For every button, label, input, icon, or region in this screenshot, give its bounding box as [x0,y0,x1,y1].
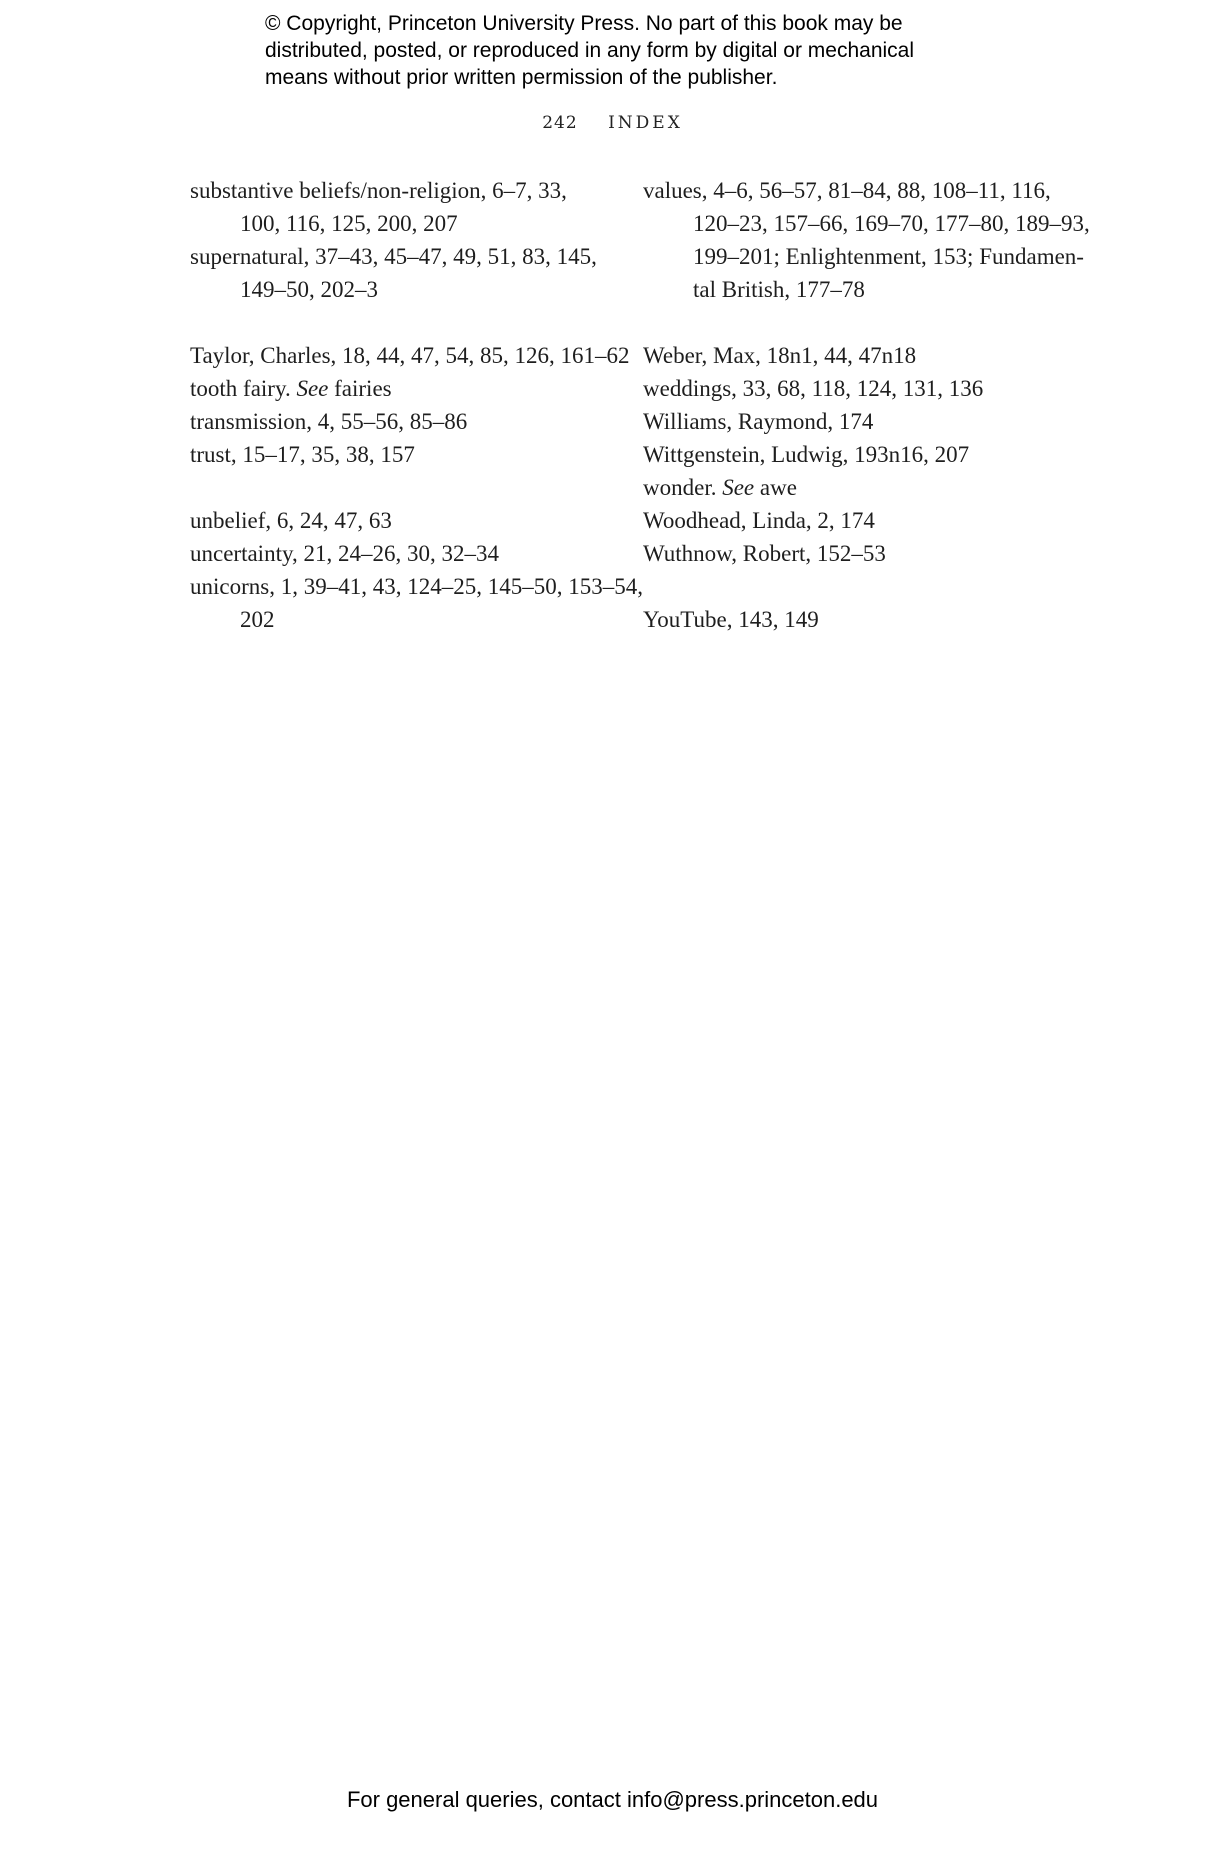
index-column-right [643,174,1090,669]
index-entry-wonder [643,471,1083,504]
index-entry-values [643,174,1090,306]
running-head [0,113,1225,133]
index-entry-wuthnow: Wuthnow, Robert, 152–53 [643,541,886,566]
index-entry-trust: trust, 15–17, 35, 38, 157 [190,442,415,467]
entry-line-continued: 199–201; Enlightenment, 153; Fundamen- [693,244,1084,269]
index-entry-weddings: weddings, 33, 68, 118, 124, 131, 136 [643,376,984,401]
index-group-t [190,339,630,471]
index-entry-unbelief: unbelief, 6, 24, 47, 63 [190,508,392,533]
index-column-left [190,174,643,669]
see-reference-label: See [296,376,329,401]
entry-line-continued: 149–50, 202–3 [240,277,378,302]
entry-term: wonder. [643,475,717,500]
index-entry-woodhead: Woodhead, Linda, 2, 174 [643,508,875,533]
entry-line: unicorns, 1, 39–41, 43, 124–25, 145–50, 153–54, [190,574,643,599]
section-title: INDEX [608,113,683,133]
index-entry-substantive-beliefs [190,174,610,240]
index-entry-tooth-fairy [190,372,610,405]
index-group-s [190,174,610,306]
index-entry-unicorns [190,570,643,636]
entry-line: supernatural, 37–43, 45–47, 49, 51, 83, 145, [190,244,597,269]
index-group-v [643,174,1090,306]
entry-line-continued: tal British, 177–78 [693,277,865,302]
index-entry-uncertainty: uncertainty, 21, 24–26, 30, 32–34 [190,541,499,566]
index-entry-wittgenstein: Wittgenstein, Ludwig, 193n16, 207 [643,442,970,467]
page-number: 242 [542,113,578,133]
see-reference-label: See [722,475,755,500]
entry-line-continued: 100, 116, 125, 200, 207 [240,211,458,236]
cross-reference: fairies [334,376,392,401]
index-entry-taylor: Taylor, Charles, 18, 44, 47, 54, 85, 126, 161–62 [190,343,630,368]
index-group-w [643,339,1083,570]
index-entry-williams: Williams, Raymond, 174 [643,409,874,434]
cross-reference: awe [759,475,797,500]
footer-contact: For general queries, contact info@press.princeton.edu [346,1787,879,1812]
index-entry-weber: Weber, Max, 18n1, 44, 47n18 [643,343,917,368]
entry-line-continued: 202 [240,607,275,632]
copyright-line: © Copyright, Princeton University Press. No part of this book may be [265,12,903,35]
entry-line: values, 4–6, 56–57, 81–84, 88, 108–11, 116, [643,178,1051,203]
entry-term: tooth fairy. [190,376,291,401]
entry-line-continued: 120–23, 157–66, 169–70, 177–80, 189–93, [693,211,1090,236]
copyright-line: distributed, posted, or reproduced in any form by digital or mechanical [265,39,915,62]
entry-line: substantive beliefs/non-religion, 6–7, 33, [190,178,567,203]
index-entry-youtube: YouTube, 143, 149 [643,607,819,632]
index-entry-transmission: transmission, 4, 55–56, 85–86 [190,409,468,434]
copyright-line: means without prior written permission of the publisher. [265,66,778,89]
index-group-u [190,504,643,636]
index-entry-supernatural [190,240,610,306]
index-group-y [643,603,1083,636]
copyright-notice [265,10,1025,91]
